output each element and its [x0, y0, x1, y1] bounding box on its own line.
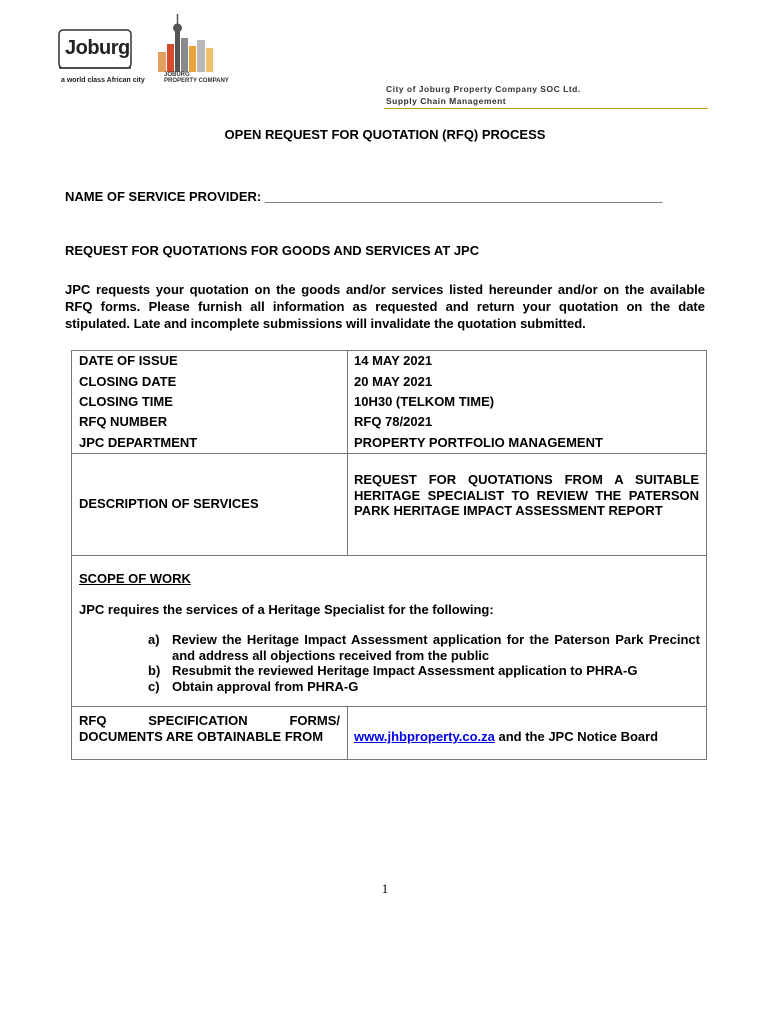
- row-value-jpc-department: PROPERTY PORTFOLIO MANAGEMENT: [354, 435, 603, 450]
- service-provider-field: NAME OF SERVICE PROVIDER: _______________________________________________________: [65, 189, 663, 204]
- department-name: Supply Chain Management: [386, 96, 507, 106]
- joburg-logo-text: Joburg: [65, 37, 130, 59]
- scope-heading: SCOPE OF WORK: [79, 571, 191, 586]
- forms-label: RFQ SPECIFICATION FORMS/ DOCUMENTS ARE OBTAINABLE FROM: [79, 713, 340, 744]
- document-title: OPEN REQUEST FOR QUOTATION (RFQ) PROCESS: [224, 127, 546, 142]
- row-label-date-of-issue: DATE OF ISSUE: [79, 353, 178, 368]
- table-row-divider: [71, 453, 707, 454]
- scope-item: Obtain approval from PHRA-G: [172, 679, 359, 694]
- document-header: [386, 83, 581, 107]
- jhbproperty-link[interactable]: www.jhbproperty.co.za: [354, 729, 495, 744]
- header-divider: [384, 108, 708, 109]
- row-value-rfq-number: RFQ 78/2021: [354, 414, 433, 429]
- intro-paragraph: JPC requests your quotation on the goods and/or services listed hereunder and/or on the available RFQ forms. Please furnish all information as requested and return your quotation on the date stipulated. Late and incomplete submissions will invalidate the quotation submitted.: [65, 282, 705, 331]
- row-label-closing-date: CLOSING DATE: [79, 374, 177, 389]
- row-label-rfq-number: RFQ NUMBER: [79, 414, 168, 429]
- table-row-divider: [71, 706, 707, 707]
- jpc-logo: [152, 14, 229, 86]
- scope-item-marker: a): [148, 632, 160, 647]
- table-row-divider: [71, 555, 707, 556]
- company-name: City of Joburg Property Company SOC Ltd.: [386, 84, 581, 94]
- row-value-closing-time: 10H30 (TELKOM TIME): [354, 394, 495, 409]
- scope-item-marker: b): [148, 663, 161, 678]
- page-number: 1: [381, 881, 389, 896]
- scope-item: Review the Heritage Impact Assessment application for the Paterson Park Precinct and address all objections received from the public: [172, 632, 700, 663]
- scope-intro: JPC requires the services of a Heritage Specialist for the following:: [79, 602, 494, 617]
- joburg-logo: [57, 20, 137, 72]
- row-value-description: REQUEST FOR QUOTATIONS FROM A SUITABLE HERITAGE SPECIALIST TO REVIEW THE PATERSON PARK HERITAGE IMPACT ASSESSMENT REPORT: [354, 472, 699, 518]
- row-value-closing-date: 20 MAY 2021: [354, 374, 433, 389]
- scope-item-marker: c): [148, 679, 160, 694]
- row-value-date-of-issue: 14 MAY 2021: [354, 353, 433, 368]
- forms-suffix: and the JPC Notice Board: [498, 729, 659, 744]
- joburg-tagline: a world class African city: [61, 77, 145, 84]
- row-label-description: DESCRIPTION OF SERVICES: [79, 496, 259, 511]
- table-column-divider: [347, 706, 348, 760]
- jpc-logo-text: JOBURG: [164, 72, 190, 78]
- jpc-logo-subtext: PROPERTY COMPANY: [164, 78, 229, 84]
- row-label-closing-time: CLOSING TIME: [79, 394, 173, 409]
- forms-source: [354, 729, 658, 744]
- scope-item: Resubmit the reviewed Heritage Impact Assessment application to PHRA-G: [172, 663, 638, 678]
- section-heading: REQUEST FOR QUOTATIONS FOR GOODS AND SERVICES AT JPC: [65, 243, 480, 258]
- row-label-jpc-department: JPC DEPARTMENT: [79, 435, 198, 450]
